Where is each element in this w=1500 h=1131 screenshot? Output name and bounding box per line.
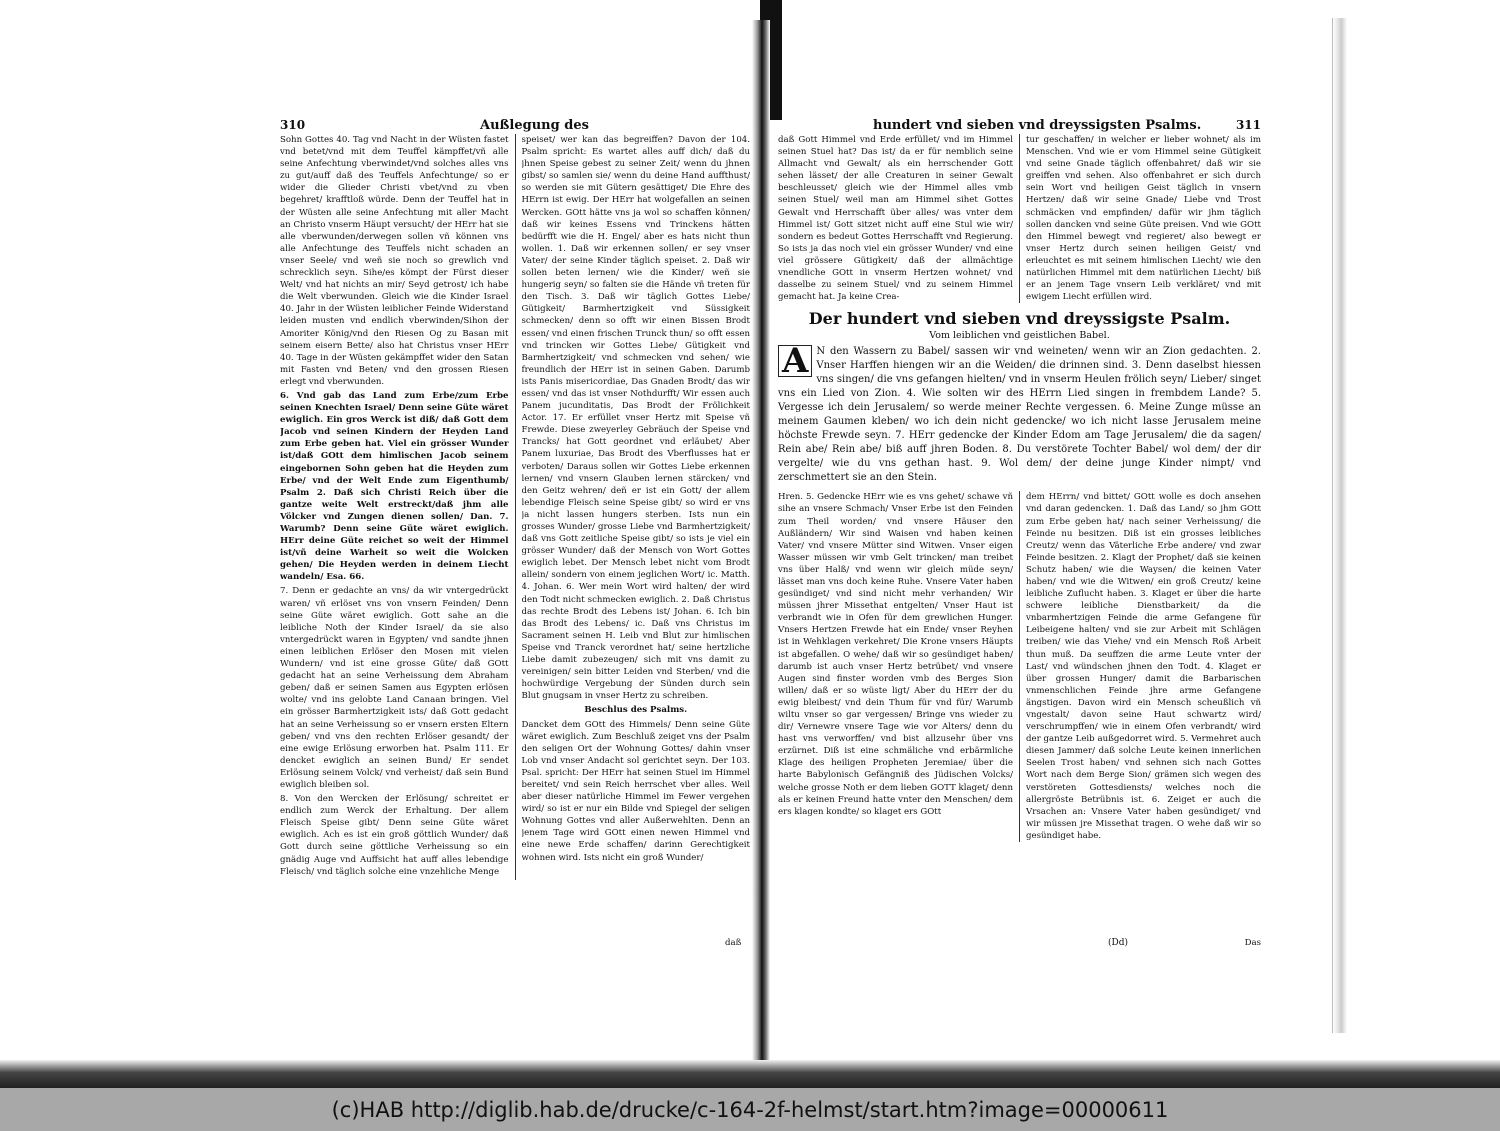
right-head-title: hundert vnd sieben vnd dreyssigsten Psalms.: [873, 118, 1202, 133]
left-col1-para-3: 7. Denn er gedachte an vns/ da wir vntergedrückt waren/ vñ erlöset vns von vnsern Feinden/ Denn seine Güte wäret ewiglich. Gott sahe an die leibliche Noth der Kinder Israel/ da sie also vntergedrückt waren in Egypten/ vnd sandte jhnen einen leiblichen Erlöser den Mosen mit vielen Wundern/ vnd ist eine grosse Güte/ daß GOtt gedacht hat an seine Verheissung dem Abraham geben/ daß er seinen Samen aus Egypten erlösen wolte/ vnd ins gelobte Land Canaan bringen. Viel ein grösser Barmhertzigkeit ists/ daß Gott gedacht hat an seine Verheissung so er vnsern ersten Eltern geben/ vnd vns den rechten Erlöser gesandt/ der eine ewige Erlösung erworben hat. Psalm 111. Er dencket ewiglich an seinen Bund/ Er sendet Erlösung seinem Volck/ vnd verheist/ daß sein Bund ewiglich bleiben sol.: [280, 586, 509, 790]
left-catchword: daß: [725, 938, 742, 948]
psalm-title: Der hundert vnd sieben vnd dreyssigste Psalm.: [808, 309, 1231, 329]
column-rule: [515, 134, 516, 880]
left-head-title: Außlegung des: [480, 118, 589, 133]
book-gutter: [752, 20, 770, 1070]
right-top-column-2: tur geschaffen/ in welcher er lieber wohnet/ als im Menschen. Vnd wie er vom Himmel seine Gütigkeit vnd seine Gnade täglich offenbahret/ daß wir sie greiffen vnd sehen. Also offenbahret er sich durch sein Wort vnd heiligen Geist täglich in vnsern Hertzen/ daß wir seine Gnade/ Liebe vnd Trost schmäcken vnd empfinden/ dafür wir jhm täglich sollen dancken vnd seine Güte preisen. Vnd wie GOtt den Himmel bewegt vnd regieret/ also bewegt er vnser Hertz durch seinen heiligen Geist/ vnd erleuchtet es mit seinem himlischen Liecht/ wie den natürlichen Himmel mit dem natürlichen Liecht/ biß er an jenem Tage vnsern Leib verkläret/ vnd mit ewigem Liecht erfüllen wird.: [1026, 135, 1261, 303]
left-col2-para-2: Dancket dem GOtt des Himmels/ Denn seine Güte wäret ewiglich. Zum Beschluß zeiget vns der Psalm den seligen Ort der Wohnung Gottes/ dahin vnser Lob vnd vnser Andacht sol gerichtet seyn. Der 103. Psal. spricht: Der HErr hat seinen Stuel im Himmel bereitet/ vnd sein Reich herrschet vber alles. Weil aber dieser natürliche Himmel im Fewer vergehen wird/ so ist er nur ein Bilde vnd Spiegel der seligen Wohnung Gottes vnd aller Außerwehlten. Denn an jenem Tage wird GOtt einen newen Himmel vnd eine newe Erde schaffen/ darinn Gerechtigkeit wohnen wird. Ists nicht ein groß Wunder/: [521, 719, 750, 863]
left-col1-para-2: 6. Vnd gab das Land zum Erbe/zum Erbe seinen Knechten Israel/ Denn seine Güte wäret ewiglich. Ein gros Werck ist diß/ daß Gott dem Jacob vnd seinen Kindern der Heyden Land zum Erbe geben hat. Viel ein grösser Wunder ist/daß GOtt dem himlischen Jacob seinem eingebornen Sohn geben hat die Heyden zum Erbe/ vnd der Welt Ende zum Eigenthumb/ Psalm 2. Daß sich Christi Reich über die gantze weite Welt erstreckt/daß jhm alle Völcker vnd Zungen dienen sollen/ Dan. 7. Warumb? Denn seine Güte wäret ewiglich. HErr deine Güte reichet so weit der Himmel ist/vñ deine Warheit so weit die Wolcken gehen/ Die Heyden werden in deinem Liecht wandeln/ Esa. 66.: [280, 390, 509, 583]
column-rule: [1019, 134, 1020, 303]
left-page-number: 310: [280, 118, 306, 132]
psalm-text: N den Wassern zu Babel/ sassen wir vnd weineten/ wenn wir an Zion gedachten. 2. Vnser Harffen hiengen wir an die Weiden/ die drinnen sind. 3. Denn daselbst hiessen vns singen/ die vns gefangen hielten/ vnd in vnserm Heulen frölich seyn/ Lieber/ singet vns ein Lied von Zion. 4. Wie solten wir des HErrn Lied singen in frembdem Lande? 5. Vergesse ich dein Jerusalem/ so werde meiner Rechte vergessen. 6. Meine Zunge müsse an meinem Gaumen kleben/ wo ich dein nicht gedencke/ wo ich nicht lasse Jerusalem meine höchste Frewde seyn. 7. HErr gedencke der Kinder Edom am Tage Jerusalem/ die da sagen/ Rein abe/ Rein abe/ biß auff jhren Boden. 8. Du verstörete Tochter Babel/ wol dem/ der dir vergelte/ wie du vns gethan hast. 9. Wol dem/ der deine junge Kinder nimpt/ vnd zerschmettert sie an den Stein.: [778, 346, 1261, 484]
right-bottom-columns: [778, 491, 1261, 842]
left-col1-para-4: 8. Von den Wercken der Erlösung/ schreitet er endlich zum Werck der Erhaltung. Der allem Fleisch Speise gibt/ Denn seine Güte wäret ewiglich. Ach es ist ein groß göttlich Wunder/ daß Gott durch seine göttliche Verheissung so ein gnädig Auge vnd Auffsicht hat auff alles lebendige Fleisch/ vnd täglich solche eine vnzehliche Menge: [280, 794, 509, 877]
right-catchword: Das: [1244, 938, 1261, 948]
right-bottom-column-2: dem HErrn/ vnd bittet/ GOtt wolle es doch ansehen vnd daran gedencken. 1. Daß das Land/ so jhm GOtt zum Erbe geben hat/ nach seiner Verheissung/ die Feinde nu besitzen. Diß ist ein grosses leibliches Creutz/ wenn das Väterliche Erbe andere/ vnd zwar Feinde besitzen. 2. Klagt der Prophet/ daß sie keinen Schutz haben/ wie die Waysen/ die keinen Vater haben/ vnd wie die Witwen/ ein groß Creutz/ keine leibliche Zuflucht haben. 3. Klaget er über die harte schwere leibliche Dienstbarkeit/ da die vnbarmhertzigen Feinde die arme Gefangene für Leibeigene halten/ vnd sie zur Arbeit mit Schlägen treiben/ wie das Viehe/ vnd ein Mensch Roß Arbeit thun muß. Da seuffzen die arme Leute vnter der Last/ vnd wündschen jhnen den Todt. 4. Klaget er über grossen Hunger/ damit die Barbarischen vnmenschlichen Feinde jhre arme Gefangene ängstigen. Davon wird ein Mensch scheußlich vñ vngestalt/ davon seine Haut schwartz wird/ verschrumpffen/ wie in einem Ofen verbrandt/ wird der gantze Leib außgedorret wird. 5. Vermehret auch diesen Jammer/ daß solche Leute keinen innerlichen Seelen Trost haben/ vnd sehnen sich nach Gottes Wort nach dem Berge Sion/ grämen sich wegen des verstöreten Gottesdiensts/ welches noch die allergröste Betrübnis ist. 6. Zeiget er auch die Vrsachen an: Vnsere Vater haben gesündiget/ vnd wir müssen jre Missethat tragen. O wehe daß wir so gesündiget habe.: [1026, 492, 1261, 841]
right-page-number: 311: [1235, 118, 1261, 132]
psalm-text-block: [778, 341, 1261, 485]
left-columns: [280, 134, 750, 880]
right-running-head: [778, 112, 1261, 134]
left-page: [280, 112, 750, 962]
left-column-1: [280, 134, 509, 880]
left-col2-heading: Beschlus des Psalms.: [584, 705, 688, 716]
left-col2-para-1: speiset/ wer kan das begreiffen? Davon der 104. Psalm spricht: Es wartet alles auff dich/ daß du jhnen Speise gebest zu seiner Zeit/ wenn du jhnen gibst/ so samlen sie/ wenn du deine Hand auffthust/ so werden sie mit Gütern gesättiget/ Die Ehre des HErrn ist ewig. Der HErr hat wolgefallen an seinen Wercken. GOtt hätte vns ja wol so schaffen können/ daß wir keines Essens vnd Trinckens hätten bedürfft wie die H. Engel/ aber es hats nicht thun wollen. 1. Daß wir erkennen sollen/ er sey vnser Vater/ der seine Kinder täglich speiset. 2. Daß wir sollen beten lernen/ wie die Kinder/ weñ sie hungerig seyn/ so falten sie die Hände vñ treten für den Tisch. 3. Daß wir täglich Gottes Liebe/ Gütigkeit/ Barmhertzigkeit vnd Süssigkeit schmecken/ denn so offt wir einen Bissen Brodt essen/ vnd einen frischen Trunck thun/ so offt essen vnd trincken wir Gottes Liebe/ Gütigkeit vnd Barmhertzigkeit/ vnd schmecken vnd sehen/ wie freundlich der HErr ist in seinen Gaben. Darumb ists Panis misericordiae, Das Gnaden Brodt/ das wir essen/ vnd das ist vnser Nothdurfft/ Wir essen auch Panem jucunditatis, Das Brodt der Frölichkeit Actor. 17. Er erfüllet vnser Hertz mit Speise vñ Frewde. Diese zweyerley Gebräuch der Speise vnd Trancks/ hat Gott geordnet vnd erläubet/ Aber Panem luxuriae, Das Brodt des Vberflusses hat er verboten/ Daraus sollen wir Gottes Liebe erkennen lernen/ vnd vnsern Glauben lernen stärcken/ vnd den Geitz wehren/ deñ er ist ein Gott/ der allem lebendige Fleisch seine Speise gibt/ so wird er vns ja nicht lassen hungers sterben. Ists nun ein grosses Wunder/ grosse Liebe vnd Barmhertzigkeit/ daß vns Gott zeitliche Speise gibt/ so ists je viel ein grösser Wunder/ daß der Mensch von Wort Gottes ewiglich lebet. Der Mensch lebet nicht vom Brodt allein/ sondern von einem jeglichen Wort/ ic. Matth. 4. Johan. 6. Wer mein Wort wird halten/ der wird den Todt nicht schmecken ewiglich. 2. Daß Christus das rechte Brodt des Lebens ist/ Johan. 6. Ich bin das Brodt des Lebens/ ic. Daß vns Christus im Sacrament seinen H. Leib vnd Blut zur himlischen Speise vnd Tranck verordnet hat/ seine hertzliche Liebe damit zubezeugen/ sich mit vns damit zu vereinigen/ sein bitter Leiden vnd Sterben/ vnd die hochwürdige Vergebung der Sünden durch sein Blut gnugsam in vnser Hertz zu schreiben.: [521, 135, 750, 702]
right-page: [778, 112, 1261, 962]
left-column-2: [522, 134, 751, 880]
psalm-subtitle: Vom leiblichen vnd geistlichen Babel.: [929, 330, 1110, 342]
copyright-footer: [0, 1088, 1500, 1131]
right-top-column-1: daß Gott Himmel vnd Erde erfüllet/ vnd im Himmel seinen Stuel hat? Das ist/ da er für nemblich seine Allmacht vnd Gewalt/ als ein herrschender Gott sehen lässet/ der alle Creaturen in seiner Gewalt beschleusset/ gleich wie der Himmel alles vmb seinen Stuel/ weil man am Himmel sihet Gottes Gewalt vnd Herrschafft über alles/ was vnter dem Himmel ist/ Gott sitzet nicht auff eine Stul wie wir/ sondern es bedeut Gottes Herrschafft vnd Regierung. So ists ja das noch viel ein grösser Wunder/ vnd eine viel grössere Gütigkeit/ daß der allmächtige vnendliche GOtt in vnserm Hertzen wohnet/ vnd dasselbe zu seinem Stuel/ vnd zu seinem Himmel gemacht hat. Ja keine Crea-: [778, 135, 1013, 303]
signature-mark: (Dd): [1108, 938, 1128, 948]
right-top-columns: [778, 134, 1261, 303]
column-rule: [1019, 491, 1020, 842]
left-running-head: [280, 112, 750, 134]
left-col1-para-1: Sohn Gottes 40. Tag vnd Nacht in der Wüsten fastet vnd betet/vnd mit dem Teuffel kämpffet/vñ alle seine Anfechtung vberwindet/vnd solches alles vns zu gut/auff daß des Teuffels Anfechtunge/ so er wider die Glieder Christi vbet/vnd zu vben begehret/ krafftloß würde. Denn der Teuffel hat in der Wüsten alle seine Anfechtung mit aller Macht an Christo vnserm Häupt versucht/ der HErr hat sie alle vberwunden/derwegen sollen vñ können vns alle Anfechtunge des Teuffels nicht schaden an vnser Seele/ vnd weñ sie noch so grewlich vnd schrecklich seyn. Sihe/es kömpt der Fürst dieser Welt/ vnd hat nichts an mir/ Seyd getrost/ ich habe die Welt vberwunden. Gleich wie die Kinder Israel 40. Jahr in der Wüsten leiblicher Feinde Widerstand leiden musten vnd endlich vberwinden/Sihon der Amoriter König/vnd den Riesen Og zu Basan mit seinem eisern Bette/ also hat Christus vnser HErr 40. Tage in der Wüsten gekämpffet wider den Satan mit Fasten vnd Beten/ vnd den grossen Riesen erlegt vnd vberwunden.: [280, 135, 509, 387]
right-bottom-column-1: Hren. 5. Gedencke HErr wie es vns gehet/ schawe vñ sihe an vnsere Schmach/ Vnser Erbe ist den Feinden zum Theil worden/ vnd vnsere Häuser den Außländern/ Wir sind Waisen vnd haben keinen Vater/ vnd vnsere Mütter sind Witwen. Vnser eigen Wasser müssen wir vmb Gelt trincken/ man treibet vns über Halß/ vnd wenn wir gleich müde seyn/ lässet man vns doch keine Ruhe. Vnsere Vater haben gesündiget/ vnd sind nicht mehr verhanden/ Wir müssen jhrer Missethat entgelten/ Vnser Haut ist verbrandt wie in Ofen für dem grewlichen Hunger. Vnsers Hertzen Frewde hat ein Ende/ vnser Reyhen ist in Wehklagen verkehret/ Die Krone vnsers Häupts ist abgefallen. O wehe/ daß wir so gesündiget haben/ darumb ist auch vnser Hertz betrübet/ vnd vnsere Augen sind finster worden vmb des Berges Sion willen/ daß er so wüste ligt/ Aber du HErr der du ewig bleibest/ vnd dein Thum für vnd für/ Warumb wiltu vnser so gar vergessen/ Bringe vns wieder zu dir/ Vernewre vnsere Tage wie vor Alters/ denn du hast vns verworffen/ vnd bist allzusehr über vns erzürnet. Diß ist eine schmäliche vnd erbärmliche Klage des heiligen Propheten Jeremiae/ über die harte Babylonisch Gefängniß des Jüdischen Volcks/ welche grosse Noth er dem lieben GOTT klaget/ denn als er keinen Freund hatte vnter den Menschen/ dem ers klagen kondte/ so klaget ers GOtt: [778, 492, 1013, 817]
psalm-dropcap: A: [778, 345, 812, 377]
page-edges: [1332, 18, 1347, 1033]
footer-text: (c)HAB http://diglib.hab.de/drucke/c-164-2f-helmst/start.htm?image=00000611: [331, 1097, 1169, 1122]
scanner-shadow-band: [0, 1060, 1500, 1088]
